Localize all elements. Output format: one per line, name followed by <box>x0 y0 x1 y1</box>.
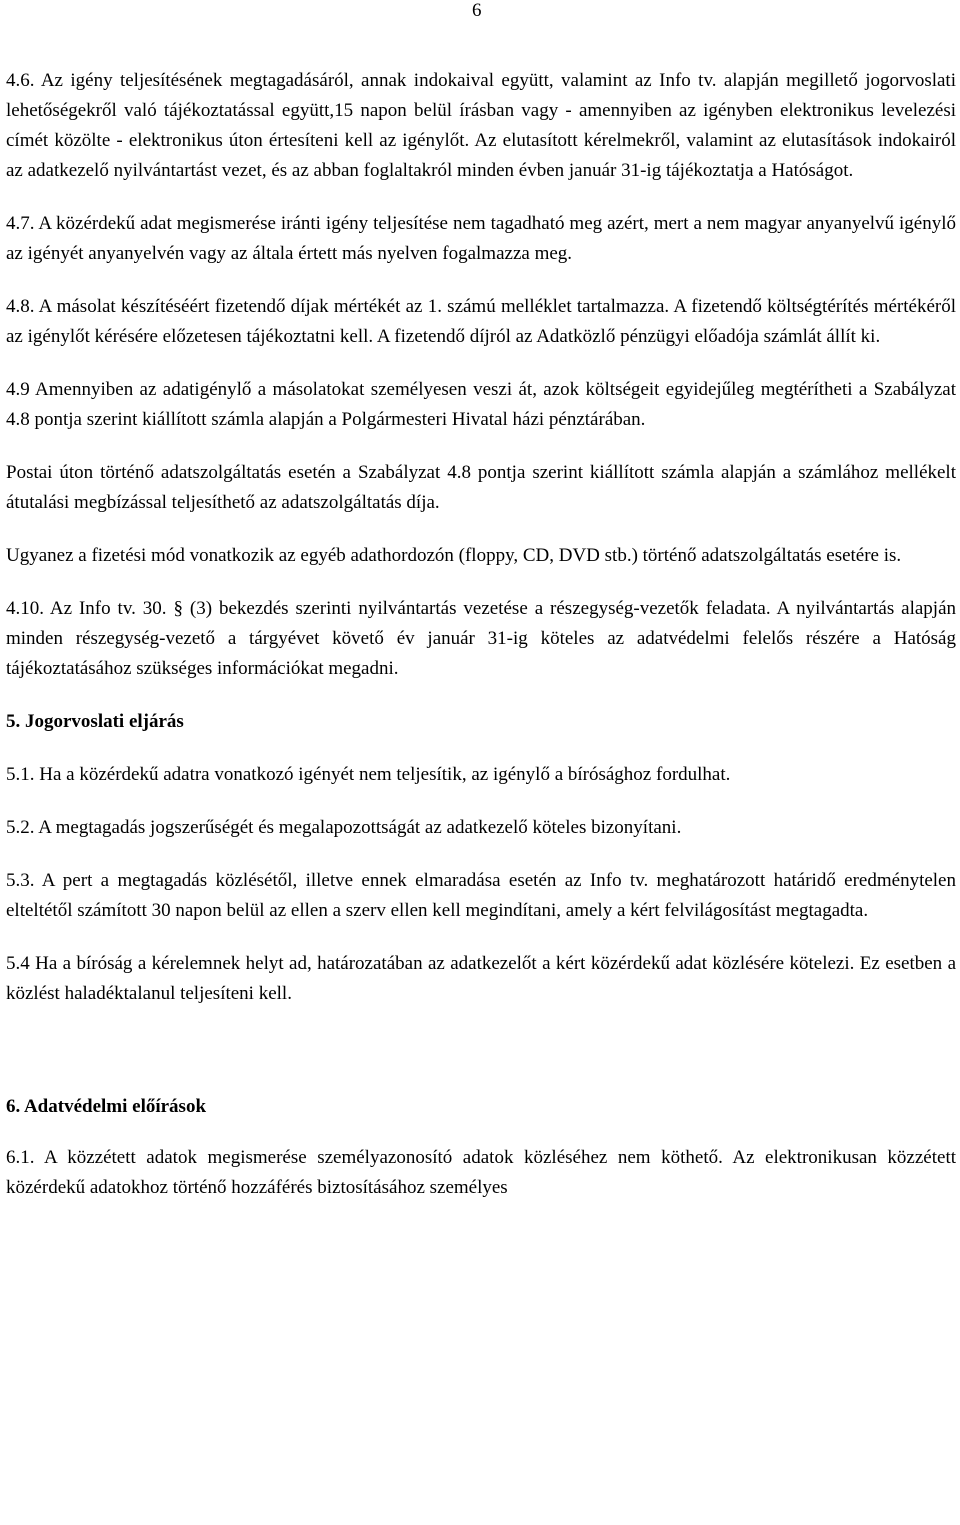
document-body <box>6 66 956 1226</box>
paragraph-ugyanez: Ugyanez a fizetési mód vonatkozik az egyéb adathordozón (floppy, CD, DVD stb.) történő adatszolgáltatás esetére is. <box>6 545 902 566</box>
paragraph-4-6: 4.6. Az igény teljesítésének megtagadásáról, annak indokaival együtt, valamint az Info tv. alapján megillető jogorvoslati lehetőségekről való tájékoztatással együtt,15 napon belül írásban vagy - amennyiben az igényben elektronikus levelezési címét közölte - elektronikus úton értesíteni kell az igénylőt. Az elutasított kérelmekről, valamint az elutasítások indokairól az adatkezelő nyilvántartást vezet, és az abban foglaltakról minden évben január 31-ig tájékoztatja a Hatóságot. <box>6 70 956 181</box>
paragraph-4-9: 4.9 Amennyiben az adatigénylő a másolatokat személyesen veszi át, azok költségeit egyidejűleg megtérítheti a Szabályzat 4.8 pontja szerint kiállított számla alapján a Polgármesteri Hivatal házi pénztárában. <box>6 379 956 430</box>
paragraph-5-2: 5.2. A megtagadás jogszerűségét és megalapozottságát az adatkezelő köteles bizonyítani. <box>6 817 682 838</box>
section-heading-5: 5. Jogorvoslati eljárás <box>6 711 184 732</box>
paragraph-5-4: 5.4 Ha a bíróság a kérelemnek helyt ad, határozatában az adatkezelőt a kért közérdekű adat közlésére kötelezi. Ez esetben a közlést haladéktalanul teljesíteni kell. <box>6 953 956 1004</box>
section-heading-6: 6. Adatvédelmi előírások <box>6 1096 207 1117</box>
paragraph-4-7: 4.7. A közérdekű adat megismerése iránti igény teljesítése nem tagadható meg azért, mert a nem magyar anyanyelvű igénylő az igényét anyanyelvén vagy az általa értett más nyelven fogalmazza meg. <box>6 213 956 264</box>
page-number: 6 <box>472 0 482 21</box>
paragraph-postai: Postai úton történő adatszolgáltatás esetén a Szabályzat 4.8 pontja szerint kiállított számla alapján a számlához mellékelt átutalási megbízással teljesíthető az adatszolgáltatás díja. <box>6 462 956 513</box>
paragraph-5-3: 5.3. A pert a megtagadás közlésétől, illetve ennek elmaradása esetén az Info tv. meghatározott határidő eredménytelen elteltétől számított 30 napon belül az ellen a szerv ellen kell megindítani, amely a kért felvilágosítást megtagadta. <box>6 870 956 921</box>
paragraph-6-1: 6.1. A közzétett adatok megismerése személyazonosító adatok közléséhez nem köthető. Az elektronikusan közzétett közérdekű adatokhoz történő hozzáférés biztosításához személyes <box>6 1147 956 1198</box>
paragraph-4-8: 4.8. A másolat készítéséért fizetendő díjak mértékét az 1. számú melléklet tartalmazza. A fizetendő költségtérítés mértékéről az igénylőt kérésére előzetesen tájékoztatni kell. A fizetendő díjról az Adatközlő pénzügyi előadója számlát állít ki. <box>6 296 956 347</box>
paragraph-4-10: 4.10. Az Info tv. 30. § (3) bekezdés szerinti nyilvántartás vezetése a részegység-vezetők feladata. A nyilvántartás alapján minden részegység-vezető a tárgyévet követő év január 31-ig köteles az adatvédelmi felelős részére a Hatóság tájékoztatásához szükséges információkat megadni. <box>6 598 956 679</box>
paragraph-5-1: 5.1. Ha a közérdekű adatra vonatkozó igényét nem teljesítik, az igénylő a bírósághoz fordulhat. <box>6 764 731 785</box>
